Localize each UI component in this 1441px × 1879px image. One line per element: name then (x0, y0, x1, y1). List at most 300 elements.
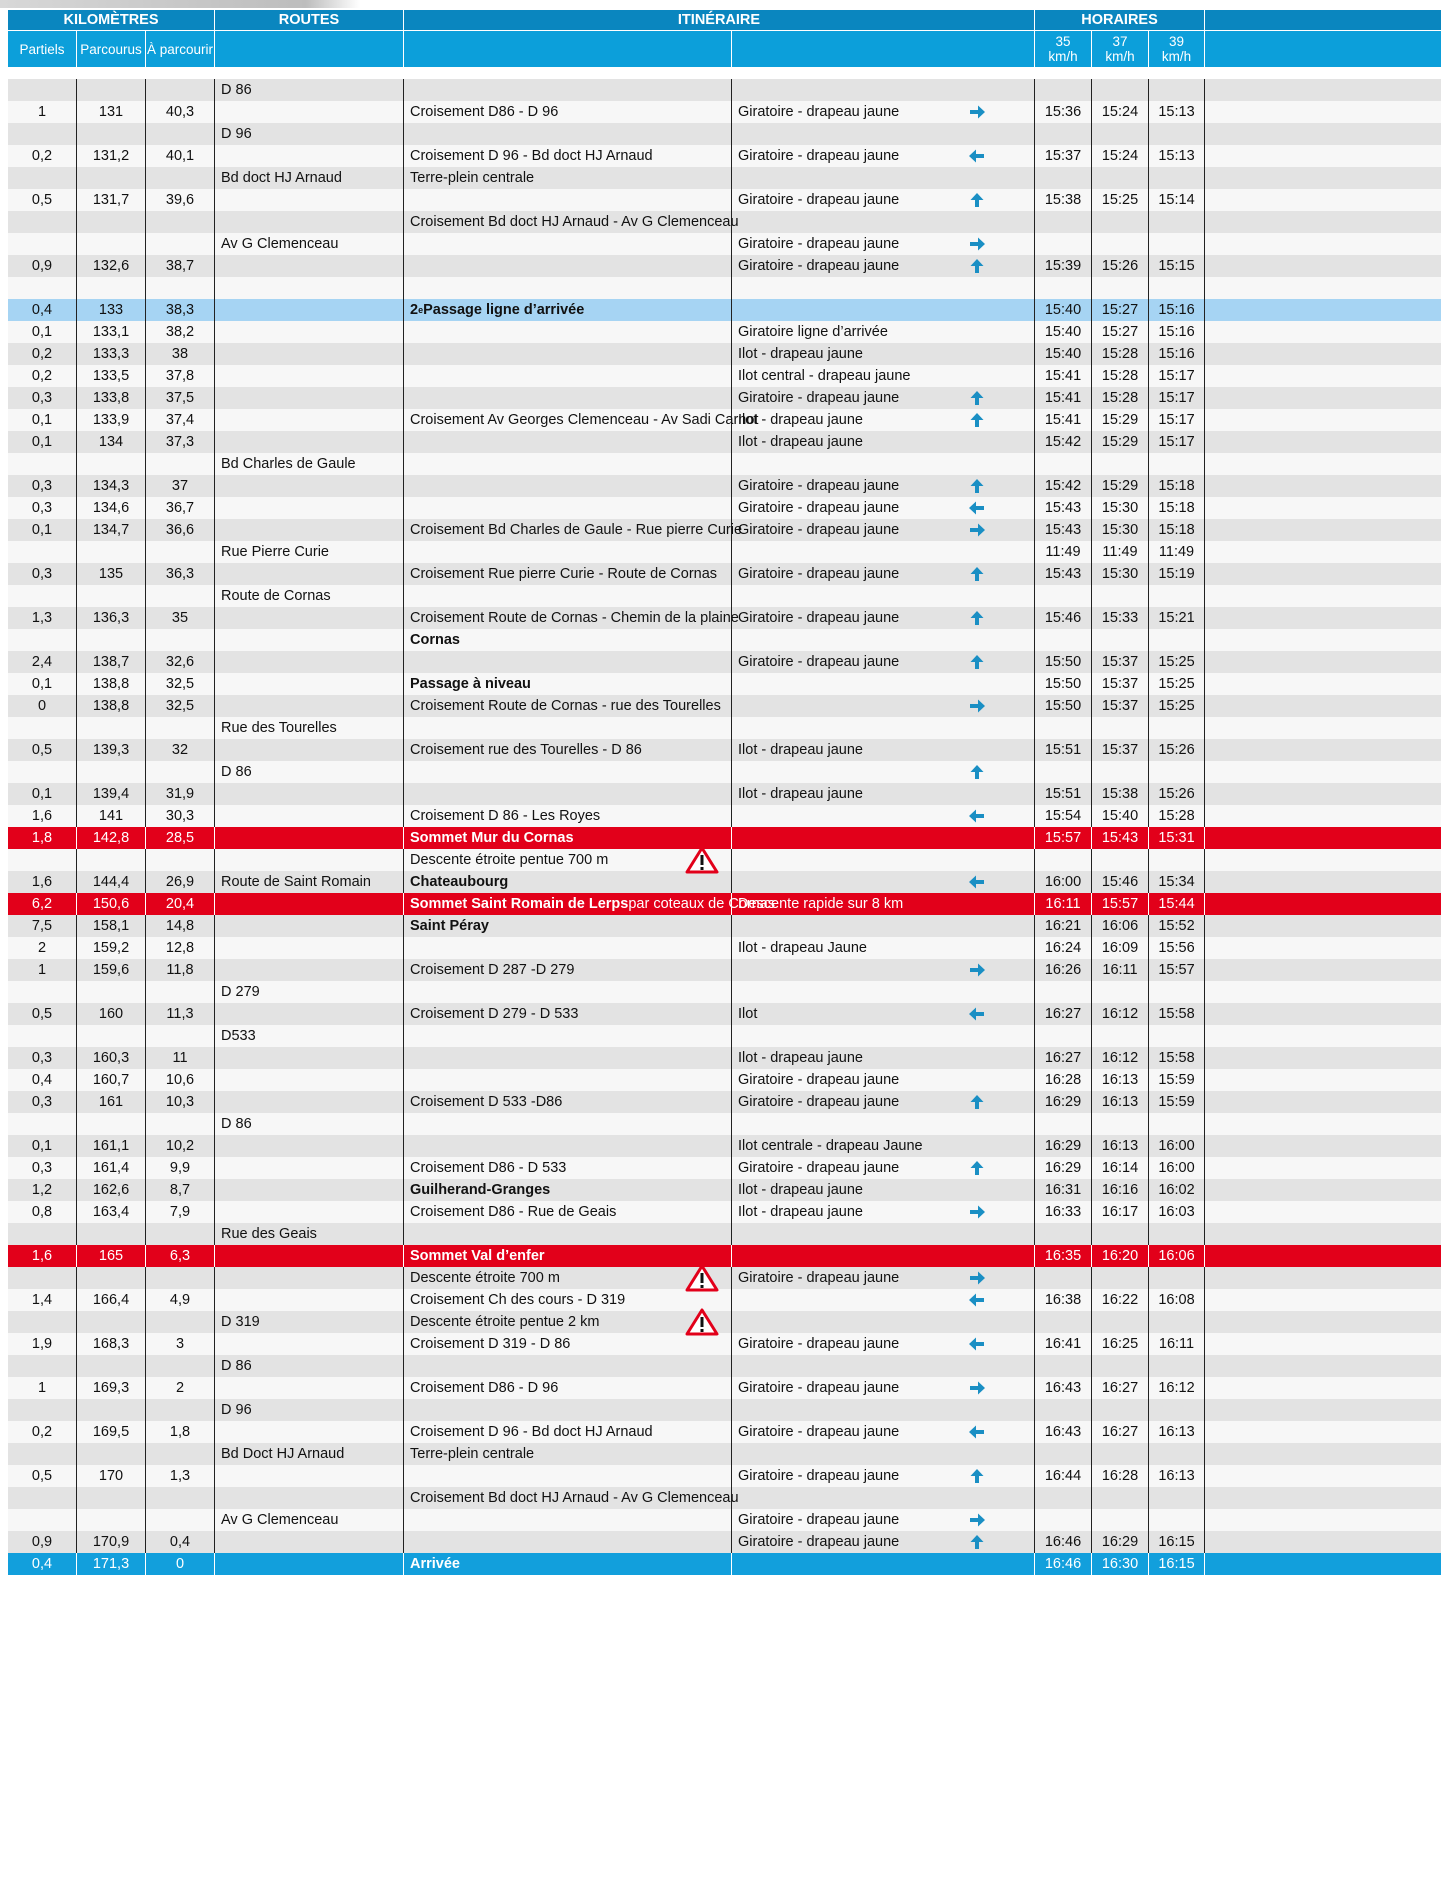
note-text: Ilot - drapeau jaune (738, 1050, 863, 1066)
header-notes-blank (732, 31, 1035, 67)
time-39-cell: 15:56 (1149, 937, 1205, 959)
table-row (8, 1333, 1441, 1355)
time-35-cell: 15:51 (1035, 739, 1092, 761)
table-row (8, 1289, 1441, 1311)
route-cell: Av G Clemenceau (215, 233, 404, 255)
time-39-cell: 15:17 (1149, 431, 1205, 453)
itineraire-text: Saint Péray (410, 918, 489, 934)
time-35-cell: 15:37 (1035, 145, 1092, 167)
a-parcourir-cell: 31,9 (146, 783, 215, 805)
time-37-cell (1092, 79, 1149, 101)
header-a-parcourir: À parcourir (146, 31, 215, 67)
time-37-cell (1092, 277, 1149, 299)
a-parcourir-cell (146, 629, 215, 651)
arrow-up-icon (968, 478, 986, 494)
time-39-cell: 16:12 (1149, 1377, 1205, 1399)
itineraire-text: Sommet Val d’enfer (410, 1248, 545, 1264)
a-parcourir-cell (146, 1443, 215, 1465)
itineraire-text: Croisement rue des Tourelles - D 86 (410, 742, 642, 758)
route-cell (215, 189, 404, 211)
time-35-cell (1035, 1311, 1092, 1333)
table-row (8, 1069, 1441, 1091)
time-37-cell: 16:14 (1092, 1157, 1149, 1179)
parcourus-cell: 134,6 (77, 497, 146, 519)
time-37-cell (1092, 123, 1149, 145)
a-parcourir-cell: 4,9 (146, 1289, 215, 1311)
table-row (8, 585, 1441, 607)
partiels-cell: 0,3 (8, 1157, 77, 1179)
partiels-cell: 1,3 (8, 607, 77, 629)
time-35-cell (1035, 167, 1092, 189)
note-cell (732, 123, 1035, 145)
time-37-cell: 16:13 (1092, 1091, 1149, 1113)
time-39-cell: 16:03 (1149, 1201, 1205, 1223)
itineraire-text: Croisement Bd Charles de Gaule - Rue pierre Curie (410, 522, 743, 538)
note-cell (732, 1355, 1035, 1377)
partiels-cell: 0,3 (8, 1091, 77, 1113)
route-cell (215, 1157, 404, 1179)
table-row (8, 123, 1441, 145)
time-39-cell: 15:34 (1149, 871, 1205, 893)
a-parcourir-cell (146, 277, 215, 299)
time-37-cell (1092, 1223, 1149, 1245)
itineraire-cell (404, 739, 732, 761)
itineraire-cell (404, 1465, 732, 1487)
parcourus-cell: 171,3 (77, 1553, 146, 1575)
time-35-cell (1035, 1509, 1092, 1531)
time-37-cell (1092, 1113, 1149, 1135)
time-35-cell (1035, 123, 1092, 145)
note-text: Giratoire ligne d’arrivée (738, 324, 888, 340)
time-35-cell (1035, 233, 1092, 255)
parcourus-cell (77, 1113, 146, 1135)
route-cell (215, 387, 404, 409)
note-cell (732, 497, 1035, 519)
time-35-cell: 15:46 (1035, 607, 1092, 629)
time-39-cell (1149, 1399, 1205, 1421)
partiels-cell: 0,1 (8, 431, 77, 453)
note-cell (732, 1421, 1035, 1443)
table-row (8, 651, 1441, 673)
route-cell (215, 1091, 404, 1113)
header-kilometres: KILOMÈTRES (8, 10, 215, 30)
table-row (8, 871, 1441, 893)
parcourus-cell: 133,3 (77, 343, 146, 365)
a-parcourir-cell (146, 79, 215, 101)
table-row (8, 1003, 1441, 1025)
arrow-up-icon (968, 1534, 986, 1550)
note-cell (732, 1443, 1035, 1465)
a-parcourir-cell (146, 849, 215, 871)
time-39-cell: 15:26 (1149, 739, 1205, 761)
parcourus-cell: 162,6 (77, 1179, 146, 1201)
partiels-cell: 1,6 (8, 871, 77, 893)
route-cell (215, 497, 404, 519)
itineraire-text: Arrivée (410, 1556, 460, 1572)
partiels-cell (8, 1223, 77, 1245)
table-row (8, 1201, 1441, 1223)
time-37-cell: 15:38 (1092, 783, 1149, 805)
time-37-cell: 15:37 (1092, 739, 1149, 761)
a-parcourir-cell: 2 (146, 1377, 215, 1399)
itineraire-text-rest: par coteaux de Cornas (628, 896, 776, 912)
itineraire-cell (404, 1179, 732, 1201)
time-35-cell: 16:43 (1035, 1421, 1092, 1443)
note-cell (732, 1025, 1035, 1047)
parcourus-cell: 131,7 (77, 189, 146, 211)
parcourus-cell: 169,5 (77, 1421, 146, 1443)
parcourus-cell (77, 123, 146, 145)
route-cell (215, 343, 404, 365)
arrow-right-icon (968, 104, 986, 120)
time-35-cell: 15:42 (1035, 475, 1092, 497)
arrow-left-icon (968, 500, 986, 516)
a-parcourir-cell: 37,3 (146, 431, 215, 453)
partiels-cell: 0,4 (8, 1553, 77, 1575)
parcourus-cell (77, 1509, 146, 1531)
note-cell (732, 827, 1035, 849)
parcourus-cell: 161 (77, 1091, 146, 1113)
note-cell (732, 1069, 1035, 1091)
route-cell (215, 321, 404, 343)
time-37-cell: 16:13 (1092, 1135, 1149, 1157)
time-39-cell: 15:13 (1149, 145, 1205, 167)
a-parcourir-cell: 11,3 (146, 1003, 215, 1025)
partiels-cell: 0,3 (8, 1047, 77, 1069)
a-parcourir-cell (146, 123, 215, 145)
parcourus-cell (77, 717, 146, 739)
a-parcourir-cell (146, 717, 215, 739)
table-row (8, 1531, 1441, 1553)
itineraire-cell (404, 651, 732, 673)
table-row (8, 607, 1441, 629)
itineraire-cell (404, 893, 776, 915)
time-39-cell: 15:59 (1149, 1069, 1205, 1091)
speed-value: 39 (1168, 34, 1185, 49)
parcourus-cell (77, 167, 146, 189)
partiels-cell: 2 (8, 937, 77, 959)
note-cell (732, 1311, 1035, 1333)
table-row (8, 1553, 1441, 1575)
time-35-cell (1035, 277, 1092, 299)
route-cell: Bd Charles de Gaule (215, 453, 404, 475)
a-parcourir-cell: 32 (146, 739, 215, 761)
a-parcourir-cell (146, 1267, 215, 1289)
route-cell: D 96 (215, 123, 404, 145)
partiels-cell: 0,5 (8, 1465, 77, 1487)
a-parcourir-cell: 38,3 (146, 299, 215, 321)
parcourus-cell: 161,1 (77, 1135, 146, 1157)
time-37-cell: 15:26 (1092, 255, 1149, 277)
a-parcourir-cell (146, 981, 215, 1003)
itineraire-text: Croisement D 287 -D 279 (410, 962, 575, 978)
time-35-cell: 16:44 (1035, 1465, 1092, 1487)
table-row (8, 519, 1441, 541)
note-cell (732, 1223, 1035, 1245)
time-37-cell (1092, 233, 1149, 255)
itineraire-cell (404, 1289, 732, 1311)
partiels-cell: 0,3 (8, 563, 77, 585)
note-text: Giratoire - drapeau jaune (738, 148, 900, 164)
partiels-cell: 0,3 (8, 387, 77, 409)
itineraire-cell (404, 673, 732, 695)
note-cell (732, 1531, 1035, 1553)
route-cell (215, 475, 404, 497)
itineraire-cell (404, 1201, 732, 1223)
time-35-cell: 15:40 (1035, 321, 1092, 343)
time-39-cell (1149, 1223, 1205, 1245)
itineraire-text: Terre-plein centrale (410, 170, 535, 186)
a-parcourir-cell: 38,7 (146, 255, 215, 277)
note-text: Giratoire - drapeau jaune (738, 236, 900, 252)
time-37-cell (1092, 167, 1149, 189)
itineraire-text: Croisement D 279 - D 533 (410, 1006, 579, 1022)
note-text: Ilot - drapeau jaune (738, 1182, 863, 1198)
a-parcourir-cell (146, 1311, 215, 1333)
partiels-cell: 1 (8, 1377, 77, 1399)
table-row (8, 255, 1441, 277)
route-cell (215, 519, 404, 541)
time-35-cell (1035, 1355, 1092, 1377)
route-cell (215, 145, 404, 167)
time-35-cell: 15:50 (1035, 673, 1092, 695)
time-37-cell: 16:30 (1092, 1553, 1149, 1575)
table-row (8, 343, 1441, 365)
time-35-cell (1035, 1113, 1092, 1135)
table-row (8, 299, 1441, 321)
time-37-cell: 15:30 (1092, 497, 1149, 519)
note-cell (732, 761, 1035, 783)
parcourus-cell: 138,8 (77, 695, 146, 717)
parcourus-cell: 160,7 (77, 1069, 146, 1091)
note-cell (732, 1179, 1035, 1201)
itineraire-cell (404, 211, 739, 233)
note-cell (732, 651, 1035, 673)
a-parcourir-cell: 1,3 (146, 1465, 215, 1487)
a-parcourir-cell (146, 541, 215, 563)
itineraire-text: Sommet Saint Romain de Lerps (410, 896, 629, 912)
parcourus-cell: 134 (77, 431, 146, 453)
time-35-cell (1035, 211, 1092, 233)
parcourus-cell (77, 585, 146, 607)
parcourus-cell (77, 849, 146, 871)
parcourus-cell (77, 1223, 146, 1245)
time-35-cell: 15:41 (1035, 409, 1092, 431)
itineraire-cell (404, 365, 732, 387)
table-row (8, 497, 1441, 519)
table-row (8, 1399, 1441, 1421)
time-37-cell (1092, 1311, 1149, 1333)
time-39-cell: 16:06 (1149, 1245, 1205, 1267)
header-speed-35 (1035, 31, 1092, 67)
note-text: Giratoire - drapeau jaune (738, 610, 900, 626)
note-cell (732, 563, 1035, 585)
header-speed-37 (1092, 31, 1149, 67)
header-routes-blank (215, 31, 404, 67)
itineraire-cell (404, 959, 732, 981)
itineraire-text: Croisement D 533 -D86 (410, 1094, 563, 1110)
partiels-cell (8, 629, 77, 651)
route-cell (215, 409, 404, 431)
a-parcourir-cell: 26,9 (146, 871, 215, 893)
note-cell (732, 365, 1035, 387)
arrow-left-icon (968, 874, 986, 890)
itineraire-cell (404, 255, 732, 277)
itineraire-cell (404, 431, 732, 453)
parcourus-cell (77, 1355, 146, 1377)
time-35-cell: 16:00 (1035, 871, 1092, 893)
warning-triangle-icon (685, 1308, 719, 1336)
partiels-cell: 1,6 (8, 805, 77, 827)
note-cell (732, 387, 1035, 409)
time-39-cell (1149, 585, 1205, 607)
note-cell (732, 1509, 1035, 1531)
time-37-cell: 15:28 (1092, 387, 1149, 409)
note-text: Ilot - drapeau jaune (738, 412, 863, 428)
itineraire-cell (404, 1377, 732, 1399)
a-parcourir-cell: 0,4 (146, 1531, 215, 1553)
time-37-cell: 15:40 (1092, 805, 1149, 827)
itineraire-cell (404, 1311, 732, 1333)
parcourus-cell (77, 541, 146, 563)
a-parcourir-cell: 38,2 (146, 321, 215, 343)
a-parcourir-cell: 11,8 (146, 959, 215, 981)
arrow-right-icon (968, 236, 986, 252)
time-39-cell (1149, 277, 1205, 299)
table-row (8, 673, 1441, 695)
time-39-cell (1149, 453, 1205, 475)
table-row (8, 959, 1441, 981)
itineraire-text: Croisement D 86 - Les Royes (410, 808, 601, 824)
partiels-cell: 0,9 (8, 1531, 77, 1553)
note-text: Ilot - drapeau jaune (738, 1204, 863, 1220)
itineraire-cell (404, 1025, 732, 1047)
header-routes: ROUTES (215, 10, 404, 30)
table-row (8, 365, 1441, 387)
time-35-cell (1035, 585, 1092, 607)
table-row (8, 1047, 1441, 1069)
time-37-cell: 16:17 (1092, 1201, 1149, 1223)
time-39-cell (1149, 981, 1205, 1003)
time-37-cell (1092, 1487, 1149, 1509)
arrow-right-icon (968, 962, 986, 978)
table-row (8, 563, 1441, 585)
note-text: Giratoire - drapeau jaune (738, 192, 900, 208)
speed-value: 37 (1112, 34, 1128, 49)
time-39-cell (1149, 123, 1205, 145)
time-39-cell: 16:15 (1149, 1553, 1205, 1575)
note-cell (732, 695, 1035, 717)
table-row (8, 1245, 1441, 1267)
itineraire-cell (404, 1421, 732, 1443)
route-cell (215, 783, 404, 805)
table-row (8, 783, 1441, 805)
table-row (8, 717, 1441, 739)
time-37-cell: 15:27 (1092, 321, 1149, 343)
time-37-cell: 16:16 (1092, 1179, 1149, 1201)
time-39-cell (1149, 849, 1205, 871)
parcourus-cell: 159,2 (77, 937, 146, 959)
note-text: Ilot - drapeau jaune (738, 786, 863, 802)
time-39-cell (1149, 1113, 1205, 1135)
parcourus-cell (77, 277, 146, 299)
itineraire-cell (404, 1267, 732, 1289)
time-35-cell: 16:33 (1035, 1201, 1092, 1223)
time-39-cell (1149, 761, 1205, 783)
route-cell (215, 431, 404, 453)
table-row (8, 387, 1441, 409)
itineraire-cell (404, 1553, 732, 1575)
time-37-cell: 15:28 (1092, 343, 1149, 365)
time-35-cell: 16:21 (1035, 915, 1092, 937)
time-35-cell: 15:43 (1035, 563, 1092, 585)
parcourus-cell: 150,6 (77, 893, 146, 915)
itineraire-cell (404, 1509, 732, 1531)
itineraire-text: Croisement Ch des cours - D 319 (410, 1292, 626, 1308)
time-35-cell (1035, 761, 1092, 783)
itineraire-cell (404, 607, 739, 629)
itineraire-text: Guilherand-Granges (410, 1182, 551, 1198)
note-cell (732, 1047, 1035, 1069)
table-row (8, 409, 1441, 431)
a-parcourir-cell (146, 761, 215, 783)
route-cell (215, 673, 404, 695)
route-cell: Bd doct HJ Arnaud (215, 167, 404, 189)
time-39-cell: 15:58 (1149, 1047, 1205, 1069)
time-35-cell: 16:24 (1035, 937, 1092, 959)
time-35-cell (1035, 717, 1092, 739)
itineraire-cell (404, 695, 732, 717)
a-parcourir-cell: 12,8 (146, 937, 215, 959)
partiels-cell: 0,5 (8, 1003, 77, 1025)
table-row (8, 1025, 1441, 1047)
itineraire-cell (404, 805, 732, 827)
itineraire-cell (404, 453, 732, 475)
itineraire-cell (404, 585, 732, 607)
partiels-cell (8, 1443, 77, 1465)
time-37-cell (1092, 629, 1149, 651)
partiels-cell: 0,1 (8, 519, 77, 541)
itineraire-text: Croisement Bd doct HJ Arnaud - Av G Clemenceau (410, 1490, 739, 1506)
note-text: Giratoire - drapeau jaune (738, 390, 900, 406)
route-cell (215, 211, 404, 233)
time-37-cell (1092, 211, 1149, 233)
time-35-cell: 16:11 (1035, 893, 1092, 915)
route-cell: Av G Clemenceau (215, 1509, 404, 1531)
table-row (8, 475, 1441, 497)
note-cell (732, 167, 1035, 189)
a-parcourir-cell: 32,6 (146, 651, 215, 673)
itineraire-cell (404, 717, 732, 739)
table-row (8, 453, 1441, 475)
partiels-cell (8, 761, 77, 783)
time-35-cell: 16:29 (1035, 1157, 1092, 1179)
partiels-cell: 0,2 (8, 343, 77, 365)
note-cell (732, 1399, 1035, 1421)
route-cell (215, 1003, 404, 1025)
time-39-cell: 15:31 (1149, 827, 1205, 849)
itineraire-cell (404, 1069, 732, 1091)
itineraire-text-rest: Passage ligne d’arrivée (423, 302, 585, 318)
time-39-cell (1149, 717, 1205, 739)
time-39-cell (1149, 629, 1205, 651)
route-cell (215, 607, 404, 629)
note-text: Giratoire - drapeau jaune (738, 1424, 900, 1440)
parcourus-cell (77, 761, 146, 783)
note-cell (732, 783, 1035, 805)
partiels-cell (8, 541, 77, 563)
time-39-cell: 15:17 (1149, 409, 1205, 431)
